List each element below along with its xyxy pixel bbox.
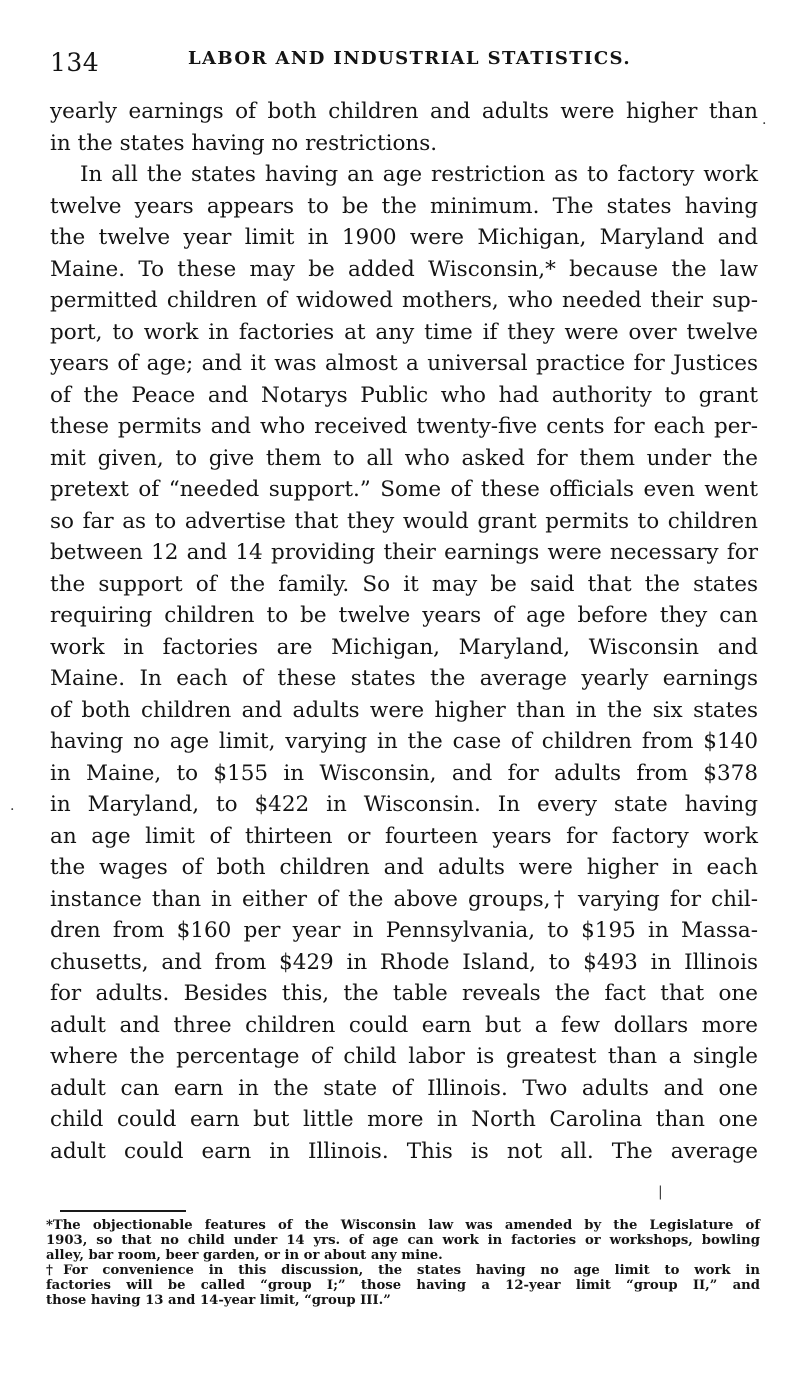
text-line: adult and three children could earn but a few dollars more xyxy=(50,1012,758,1038)
text-line: where the percentage of child labor is greatest than a single xyxy=(50,1044,758,1069)
text-line: years of age; and it was almost a universal practice for Justices xyxy=(50,351,758,376)
text-line: of both children and adults were higher than in the six states xyxy=(50,697,758,723)
text-line: of the Peace and Notarys Public who had authority to grant xyxy=(50,382,758,408)
text-line: in the states having no restrictions. xyxy=(50,130,438,156)
page-header xyxy=(50,44,770,80)
text-line: twelve years appears to be the minimum. The states having xyxy=(50,193,758,219)
text-line: in Maryland, to $422 in Wisconsin. In every state having xyxy=(50,792,758,817)
text-line: In all the states having an age restriction as to factory work xyxy=(80,162,758,187)
text-line: the twelve year limit in 1900 were Michigan, Maryland and xyxy=(50,225,758,250)
footnote-line: factories will be called “group I;” those having a 12-year limit “group II,” and xyxy=(46,1278,760,1293)
footnote-line: those having 13 and 14-year limit, “group III.” xyxy=(46,1293,391,1308)
text-line: for adults. Besides this, the table reveals the fact that one xyxy=(50,981,758,1006)
text-line: having no age limit, varying in the case of children from $140 xyxy=(50,729,758,754)
body-text xyxy=(50,96,758,1167)
text-line: so far as to advertise that they would grant permits to children xyxy=(50,508,758,534)
text-line: permitted children of widowed mothers, who needed their sup- xyxy=(50,288,758,313)
text-line: Maine. To these may be added Wisconsin,* because the law xyxy=(50,256,758,282)
running-head: LABOR AND INDUSTRIAL STATISTICS. xyxy=(188,48,631,69)
text-line: child could earn but little more in North Carolina than one xyxy=(50,1107,758,1132)
text-line: adult could earn in Illinois. This is not all. The average xyxy=(50,1138,758,1164)
text-line: mit given, to give them to all who asked for them under the xyxy=(50,445,758,471)
text-line: adult can earn in the state of Illinois. Two adults and one xyxy=(50,1075,758,1101)
footnote-line: †For convenience in this discussion, the states having no age limit to work in xyxy=(46,1263,760,1278)
text-line: port, to work in factories at any time if they were over twelve xyxy=(50,319,758,345)
text-line: chusetts, and from $429 in Rhode Island, to $493 in Illinois xyxy=(50,949,758,975)
scan-speck: | xyxy=(658,1184,663,1200)
scan-speck: . xyxy=(762,112,767,128)
text-line: the wages of both children and adults were higher in each xyxy=(50,855,758,880)
text-line: yearly earnings of both children and adults were higher than xyxy=(50,99,758,124)
text-line: in Maine, to $155 in Wisconsin, and for adults from $378 xyxy=(50,760,758,786)
scan-speck: . xyxy=(10,798,15,814)
text-line: between 12 and 14 providing their earnings were necessary for xyxy=(50,540,758,565)
footnote-line: alley, bar room, beer garden, or in or about any mine. xyxy=(46,1248,443,1263)
text-line: Maine. In each of these states the average yearly earnings xyxy=(50,666,758,691)
text-line: instance than in either of the above groups,† varying for chil- xyxy=(50,886,758,912)
text-line: work in factories are Michigan, Maryland, Wisconsin and xyxy=(50,634,758,660)
text-line: the support of the family. So it may be said that the states xyxy=(50,571,758,597)
text-line: pretext of “needed support.” Some of these officials even went xyxy=(50,477,758,502)
footnote-line: 1903, so that no child under 14 yrs. of age can work in factories or workshops, bowling xyxy=(46,1233,760,1248)
footnote-rule xyxy=(60,1210,186,1212)
footnote-line: *The objectionable features of the Wisconsin law was amended by the Legislature of xyxy=(46,1218,760,1233)
page-number: 134 xyxy=(50,48,100,77)
text-line: an age limit of thirteen or fourteen years for factory work xyxy=(50,823,758,849)
text-line: these permits and who received twenty-five cents for each per- xyxy=(50,414,758,439)
text-line: requiring children to be twelve years of age before they can xyxy=(50,603,758,628)
footnotes xyxy=(46,1218,760,1308)
text-line: dren from $160 per year in Pennsylvania, to $195 in Massa- xyxy=(50,918,758,943)
